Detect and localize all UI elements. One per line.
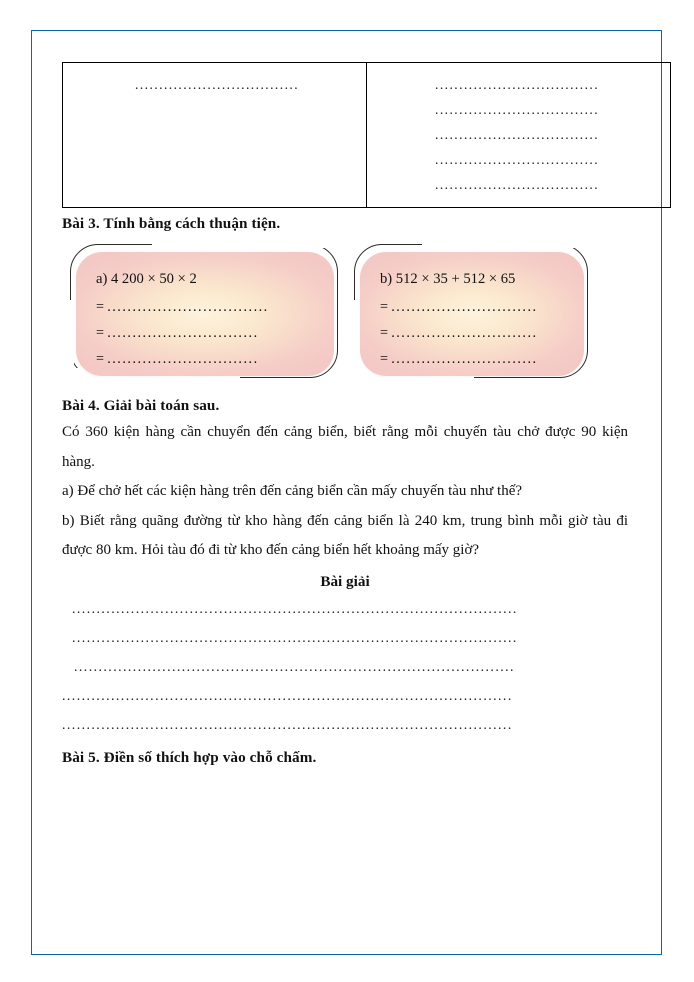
equals-sign: =: [380, 351, 389, 367]
calc-box-a[interactable]: [76, 252, 334, 376]
dotted-answer-line[interactable]: ..........................................................................................: [74, 658, 515, 674]
dotted-answer-line[interactable]: ..............................: [107, 325, 259, 341]
dotted-answer-line[interactable]: ..............................: [107, 351, 259, 367]
answer-table: [62, 62, 671, 208]
dotted-answer-line[interactable]: ............................................................................................: [62, 687, 513, 703]
dotted-answer-line[interactable]: ..................................: [135, 77, 300, 92]
table-row: [63, 63, 671, 208]
calc-box-b-answer-line[interactable]: [380, 346, 566, 372]
calc-box-a-answer-line[interactable]: [96, 294, 316, 320]
table-cell-right[interactable]: [367, 63, 671, 208]
dotted-answer-line[interactable]: ..................................: [435, 77, 600, 92]
equals-sign: =: [380, 325, 389, 341]
dotted-answer-line[interactable]: ..................................: [435, 127, 600, 142]
calc-box-a-expression: a) 4 200 × 50 × 2: [96, 271, 197, 287]
exercise-3-boxes: [62, 240, 628, 392]
exercise-4-question-a: a) Để chở hết các kiện hàng trên đến cảng biển cần mấy chuyến tàu như thế?: [62, 483, 523, 499]
exercise-4-question-b: b) Biết rằng quãng đường từ kho hàng đến cảng biển là 240 km, trung bình mỗi giờ tàu đi được 80 km. Hỏi tàu đó đi từ kho đến cảng biển hết khoảng mấy giờ?: [62, 512, 628, 558]
calc-box-b[interactable]: [360, 252, 584, 376]
dotted-answer-line[interactable]: .............................: [391, 299, 538, 315]
dotted-answer-line[interactable]: ...........................................................................................: [72, 600, 518, 616]
dotted-answer-line[interactable]: ..................................: [435, 102, 600, 117]
stroke-mask: [152, 240, 342, 248]
dotted-answer-line[interactable]: ................................: [107, 299, 269, 315]
exercise-3-heading: Bài 3. Tính bằng cách thuận tiện.: [62, 215, 281, 232]
dotted-answer-line[interactable]: ............................................................................................: [62, 716, 513, 732]
dotted-answer-line[interactable]: .............................: [391, 351, 538, 367]
worksheet-content: [62, 62, 628, 770]
dotted-answer-line[interactable]: ..................................: [435, 177, 600, 192]
calc-box-b-expression: b) 512 × 35 + 512 × 65: [380, 271, 516, 287]
equals-sign: =: [96, 351, 105, 367]
exercise-5-heading: Bài 5. Điền số thích hợp vào chỗ chấm.: [62, 748, 317, 766]
exercise-4-problem-statement: Có 360 kiện hàng cần chuyển đến cảng biển, biết rằng mỗi chuyến tàu chở được 90 kiện hàng.: [62, 424, 628, 470]
equals-sign: =: [96, 325, 105, 341]
calc-box-b-answer-line[interactable]: [380, 294, 566, 320]
solution-heading: Bài giải: [320, 572, 370, 590]
stroke-mask: [422, 240, 592, 248]
dotted-answer-line[interactable]: ...........................................................................................: [72, 629, 518, 645]
equals-sign: =: [96, 299, 105, 315]
equals-sign: =: [380, 299, 389, 315]
dotted-answer-line[interactable]: .............................: [391, 325, 538, 341]
calc-box-a-answer-line[interactable]: [96, 346, 316, 372]
calc-box-a-answer-line[interactable]: [96, 320, 316, 346]
calc-box-b-answer-line[interactable]: [380, 320, 566, 346]
table-cell-left[interactable]: [63, 63, 367, 208]
dotted-answer-line[interactable]: ..................................: [435, 152, 600, 167]
exercise-4-heading: Bài 4. Giải bài toán sau.: [62, 397, 220, 414]
